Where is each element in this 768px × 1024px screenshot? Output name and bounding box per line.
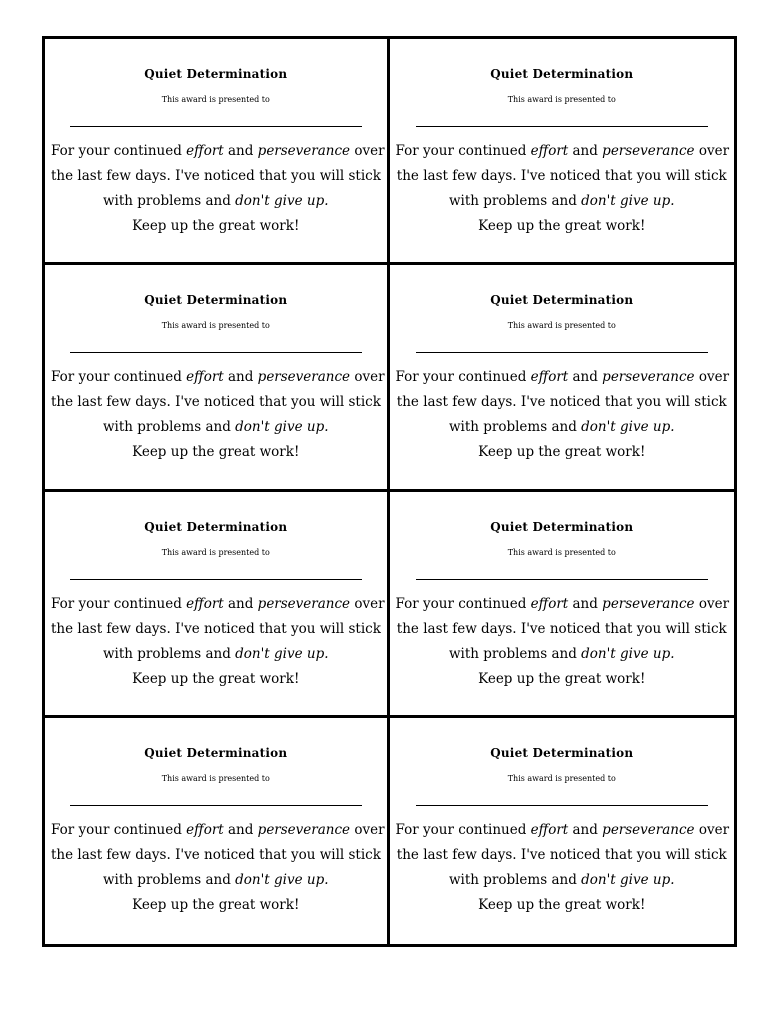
award-body <box>45 139 387 239</box>
emphasis-perseverance: perseverance <box>602 143 695 159</box>
emphasis-perseverance: perseverance <box>257 821 351 838</box>
body-text: and <box>568 143 603 159</box>
award-title: Quiet Determination <box>490 67 634 81</box>
award-card <box>45 265 390 491</box>
emphasis-effort: effort <box>186 143 224 159</box>
body-text: and <box>568 369 603 386</box>
body-text: For your continued <box>395 821 531 838</box>
presented-to-text: This award is presented to <box>161 321 270 331</box>
award-title: Quiet Determination <box>144 293 288 308</box>
award-body <box>45 592 387 692</box>
award-body <box>390 592 735 692</box>
body-text: with problems and <box>102 193 236 209</box>
emphasis-perseverance: perseverance <box>257 143 351 159</box>
recipient-name-line <box>416 352 708 353</box>
recipient-name-line <box>70 805 362 806</box>
body-text: and <box>568 595 603 612</box>
body-text: over <box>694 821 730 838</box>
emphasis-perseverance: perseverance <box>602 369 695 386</box>
recipient-name-line <box>416 579 708 580</box>
presented-to-text: This award is presented to <box>507 547 616 557</box>
body-text: over <box>350 143 385 159</box>
emphasis-dont-give-up: don't give up. <box>235 193 329 209</box>
emphasis-dont-give-up: don't give up. <box>235 871 329 888</box>
emphasis-dont-give-up: don't give up. <box>235 419 329 436</box>
closing-text: Keep up the great work! <box>478 218 646 234</box>
award-card <box>390 718 735 944</box>
presented-to-text: This award is presented to <box>507 773 616 783</box>
body-text: and <box>223 595 258 612</box>
emphasis-dont-give-up: don't give up. <box>581 871 675 888</box>
emphasis-dont-give-up: don't give up. <box>235 645 329 662</box>
award-card <box>390 39 735 265</box>
body-text: with problems and <box>102 419 236 436</box>
closing-text: Keep up the great work! <box>478 444 646 461</box>
closing-text: Keep up the great work! <box>132 896 300 913</box>
emphasis-dont-give-up: don't give up. <box>581 645 675 662</box>
body-text: the last few days. I've noticed that you will stick <box>51 846 381 863</box>
body-text: over <box>350 821 385 838</box>
emphasis-perseverance: perseverance <box>257 595 351 612</box>
body-text: over <box>694 143 730 159</box>
body-text: and <box>568 821 603 838</box>
award-body <box>45 365 387 465</box>
emphasis-effort: effort <box>530 369 569 386</box>
body-text: For your continued <box>395 595 531 612</box>
emphasis-effort: effort <box>186 821 224 838</box>
recipient-name-line <box>70 579 362 580</box>
award-body <box>390 365 735 465</box>
emphasis-effort: effort <box>186 369 224 386</box>
emphasis-effort: effort <box>530 595 569 612</box>
award-card <box>390 492 735 718</box>
body-text: For your continued <box>395 369 531 386</box>
award-card <box>45 39 390 265</box>
emphasis-effort: effort <box>530 821 569 838</box>
closing-text: Keep up the great work! <box>478 670 646 687</box>
award-title: Quiet Determination <box>490 745 634 760</box>
body-text: with problems and <box>102 645 236 662</box>
recipient-name-line <box>416 126 708 127</box>
presented-to-text: This award is presented to <box>507 95 616 104</box>
body-text: with problems and <box>448 193 582 209</box>
body-text: For your continued <box>51 369 187 386</box>
body-text: over <box>694 595 730 612</box>
emphasis-dont-give-up: don't give up. <box>581 419 675 436</box>
closing-text: Keep up the great work! <box>132 670 300 687</box>
body-text: and <box>223 369 258 386</box>
award-body <box>390 139 735 239</box>
presented-to-text: This award is presented to <box>161 547 270 557</box>
award-title: Quiet Determination <box>144 745 288 760</box>
body-text: over <box>694 369 730 386</box>
recipient-name-line <box>416 805 708 806</box>
closing-text: Keep up the great work! <box>132 218 300 234</box>
emphasis-effort: effort <box>186 595 224 612</box>
body-text: over <box>350 595 385 612</box>
award-sheet <box>42 36 737 947</box>
emphasis-perseverance: perseverance <box>602 595 695 612</box>
award-title: Quiet Determination <box>144 519 288 534</box>
body-text: and <box>223 821 258 838</box>
award-title: Quiet Determination <box>144 67 288 81</box>
closing-text: Keep up the great work! <box>478 896 646 913</box>
body-text: For your continued <box>51 595 187 612</box>
body-text: with problems and <box>102 871 236 888</box>
award-card <box>45 718 390 944</box>
award-title: Quiet Determination <box>490 293 634 308</box>
body-text: the last few days. I've noticed that you will stick <box>51 620 381 637</box>
recipient-name-line <box>70 352 362 353</box>
presented-to-text: This award is presented to <box>161 773 270 783</box>
emphasis-dont-give-up: don't give up. <box>581 193 675 209</box>
emphasis-perseverance: perseverance <box>257 369 351 386</box>
award-card <box>390 265 735 491</box>
presented-to-text: This award is presented to <box>161 95 270 104</box>
presented-to-text: This award is presented to <box>507 321 616 331</box>
body-text: the last few days. I've noticed that you will stick <box>51 394 381 411</box>
award-body <box>45 818 387 918</box>
award-card <box>45 492 390 718</box>
body-text: For your continued <box>51 821 187 838</box>
closing-text: Keep up the great work! <box>132 444 300 461</box>
emphasis-perseverance: perseverance <box>602 821 695 838</box>
body-text: For your continued <box>395 143 531 159</box>
award-body <box>390 818 735 918</box>
emphasis-effort: effort <box>530 143 569 159</box>
body-text: with problems and <box>448 645 582 662</box>
body-text: the last few days. I've noticed that you will stick <box>396 168 727 184</box>
recipient-name-line <box>70 126 362 127</box>
body-text: For your continued <box>51 143 187 159</box>
body-text: the last few days. I've noticed that you will stick <box>396 846 727 863</box>
body-text: and <box>223 143 258 159</box>
body-text: with problems and <box>448 871 582 888</box>
body-text: the last few days. I've noticed that you will stick <box>396 394 727 411</box>
award-title: Quiet Determination <box>490 519 634 534</box>
body-text: the last few days. I've noticed that you will stick <box>396 620 727 637</box>
body-text: with problems and <box>448 419 582 436</box>
body-text: the last few days. I've noticed that you will stick <box>51 168 381 184</box>
body-text: over <box>350 369 385 386</box>
